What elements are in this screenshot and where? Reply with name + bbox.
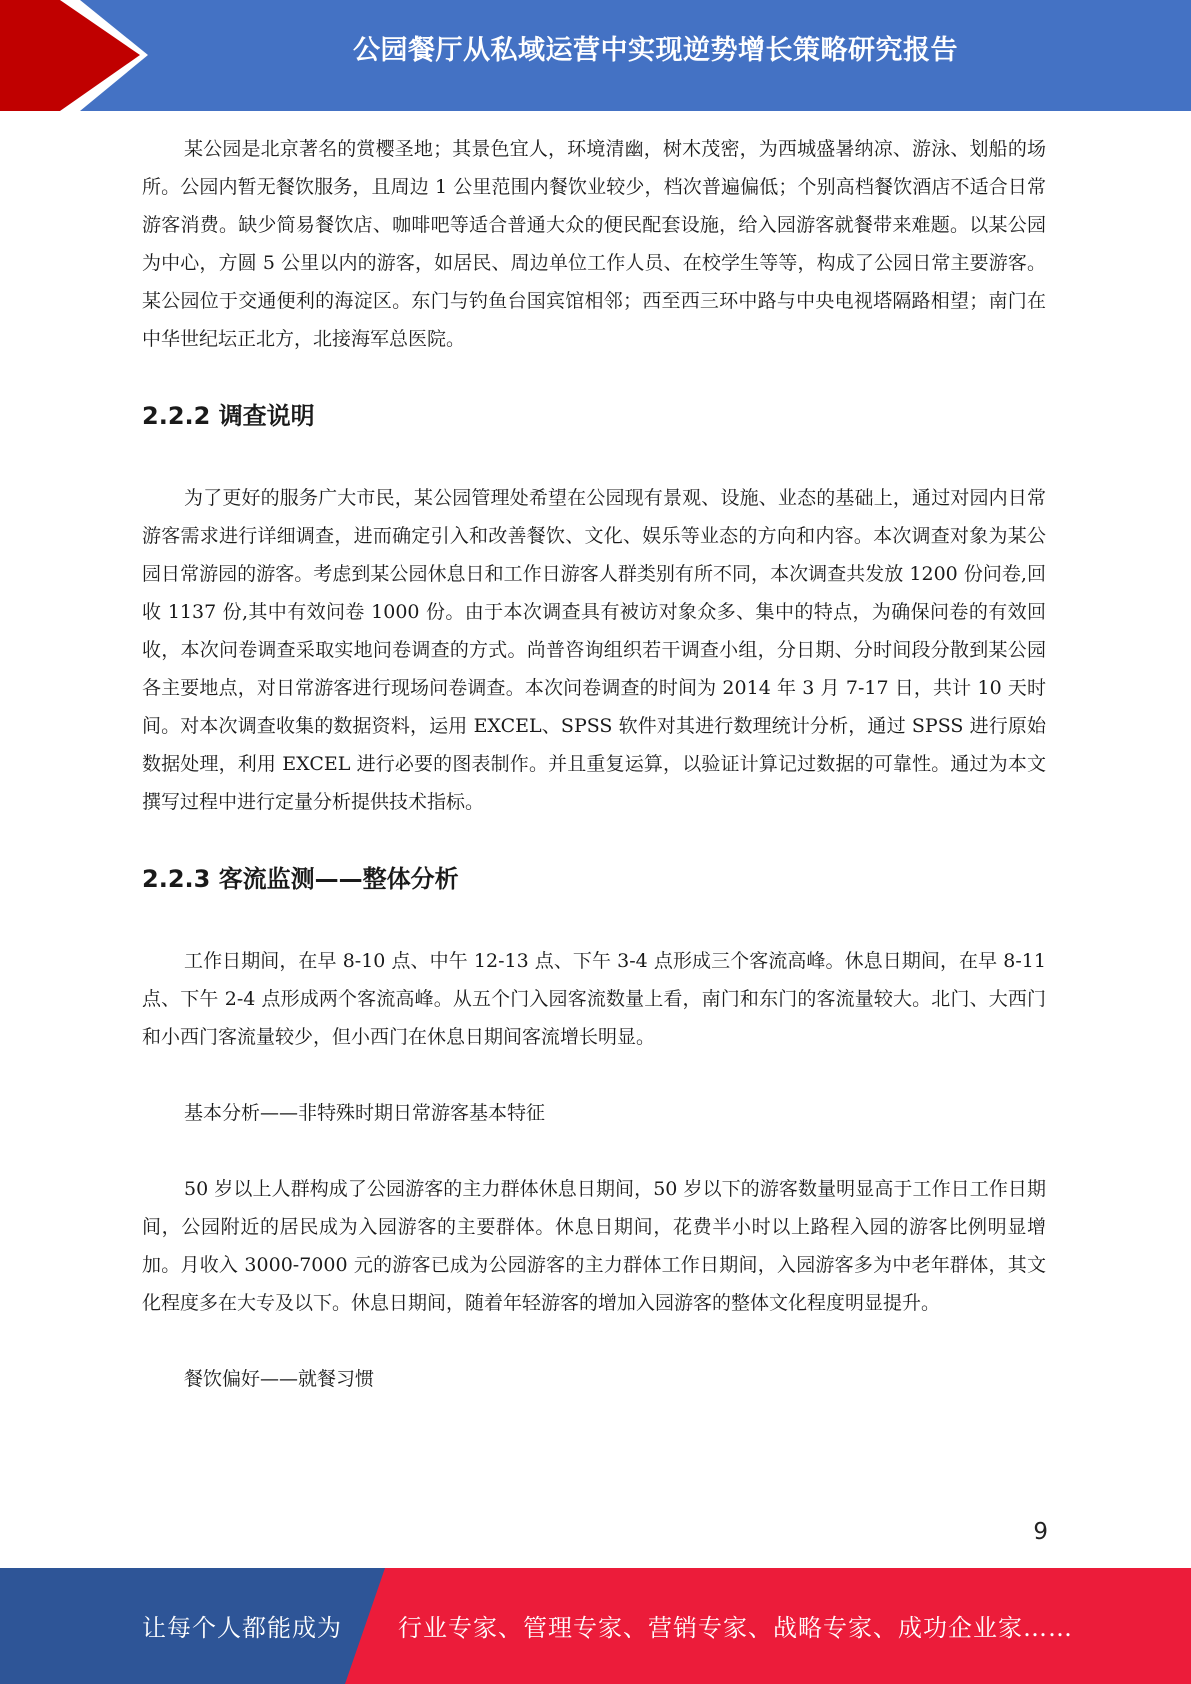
page-footer [0, 1568, 1191, 1684]
header-arrow-icon [0, 0, 160, 111]
basic-analysis-label: 基本分析——非特殊时期日常游客基本特征 [184, 1102, 546, 1124]
page-number: 9 [1033, 1519, 1048, 1545]
flow-paragraph: 工作日期间，在早 8-10 点、中午 12-13 点、下午 3-4 点形成三个客流高峰。休息日期间，在早 8-11 点、下午 2-4 点形成两个客流高峰。从五个门入园客流数量上看，南门和东门的客流量较大。北门、大西门和小西门客流量较少，但小西门在休息日期间客流增长明显。 [142, 950, 1046, 1048]
report-title: 公园餐厅从私域运营中实现逆势增长策略研究报告 [353, 35, 958, 66]
section-heading-2-2-3: 2.2.3 客流监测——整体分析 [142, 865, 459, 893]
basic-paragraph: 50 岁以上人群构成了公园游客的主力群体休息日期间，50 岁以下的游客数量明显高于工作日工作日期间，公园附近的居民成为入园游客的主要群体。休息日期间，花费半小时以上路程入园的游客比例明显增加。月收入 3000-7000 元的游客已成为公园游客的主力群体工作日期间，入园游客多为中老年群体，其文化程度多在大专及以下。休息日期间，随着年轻游客的增加入园游客的整体文化程度明显提升。 [142, 1178, 1046, 1314]
footer-slogan-right: 行业专家、管理专家、营销专家、战略专家、成功企业家…… [398, 1614, 1073, 1642]
intro-paragraph: 某公园是北京著名的赏樱圣地；其景色宜人，环境清幽，树木茂密，为西城盛暑纳凉、游泳、划船的场所。公园内暂无餐饮服务，且周边 1 公里范围内餐饮业较少，档次普遍偏低；个别高档餐饮酒店不适合日常游客消费。缺少简易餐饮店、咖啡吧等适合普通大众的便民配套设施，给入园游客就餐带来难题。以某公园为中心，方圆 5 公里以内的游客，如居民、周边单位工作人员、在校学生等等，构成了公园日常主要游客。某公园位于交通便利的海淀区。东门与钓鱼台国宾馆相邻；西至西三环中路与中央电视塔隔路相望；南门在中华世纪坛正北方，北接海军总医院。 [142, 138, 1046, 350]
footer-slogan-left: 让每个人都能成为 [142, 1614, 342, 1642]
page-body [142, 130, 1046, 1398]
survey-paragraph: 为了更好的服务广大市民，某公园管理处希望在公园现有景观、设施、业态的基础上，通过对园内日常游客需求进行详细调查，进而确定引入和改善餐饮、文化、娱乐等业态的方向和内容。本次调查对象为某公园日常游园的游客。考虑到某公园休息日和工作日游客人群类别有所不同，本次调查共发放 1200 份问卷,回收 1137 份,其中有效问卷 1000 份。由于本次调查具有被访对象众多、集中的特点，为确保问卷的有效回收，本次问卷调查采取实地问卷调查的方式。尚普咨询组织若干调查小组，分日期、分时间段分散到某公园各主要地点，对日常游客进行现场问卷调查。本次问卷调查的时间为 2014 年 3 月 7-17 日，共计 10 天时间。对本次调查收集的数据资料，运用 EXCEL、SPSS 软件对其进行数理统计分析，通过 SPSS 进行原始数据处理，利用 EXCEL 进行必要的图表制作。并且重复运算，以验证计算记过数据的可靠性。通过为本文撰写过程中进行定量分析提供技术指标。 [142, 487, 1046, 813]
section-heading-2-2-2: 2.2.2 调查说明 [142, 402, 315, 430]
page-header [0, 0, 1191, 111]
dining-label: 餐饮偏好——就餐习惯 [184, 1368, 375, 1390]
